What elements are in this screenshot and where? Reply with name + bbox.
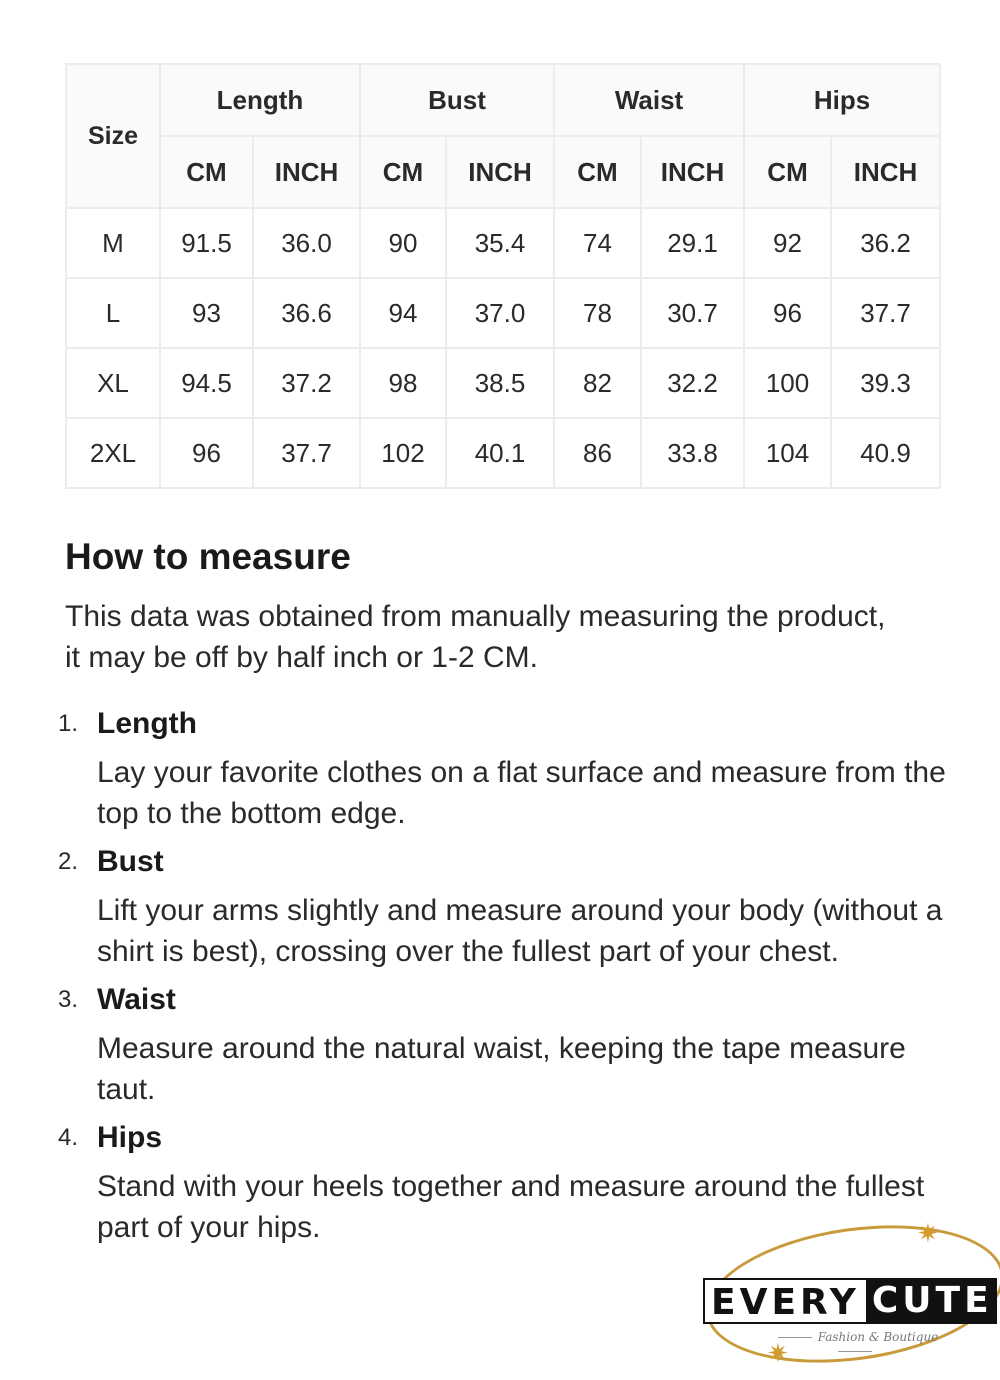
size-chart-table <box>65 63 941 489</box>
step-length <box>0 700 1000 834</box>
unit-header-cm: CM <box>160 136 253 208</box>
table-cell: 92 <box>744 208 831 278</box>
unit-header-cm: CM <box>744 136 831 208</box>
how-to-measure-heading: How to measure <box>65 536 351 577</box>
table-cell: 37.7 <box>253 418 360 488</box>
table-cell: 33.8 <box>641 418 744 488</box>
unit-header-cm: CM <box>554 136 641 208</box>
table-row <box>66 348 940 418</box>
table-cell: 29.1 <box>641 208 744 278</box>
table-cell: 36.2 <box>831 208 940 278</box>
table-cell: 102 <box>360 418 446 488</box>
size-cell: XL <box>66 348 160 418</box>
logo-word-cute: CUTE <box>868 1278 997 1324</box>
table-row <box>66 418 940 488</box>
size-cell: L <box>66 278 160 348</box>
unit-header-inch: INCH <box>253 136 360 208</box>
table-cell: 37.0 <box>446 278 554 348</box>
table-cell: 94 <box>360 278 446 348</box>
table-cell: 74 <box>554 208 641 278</box>
step-number: 1. <box>58 710 79 737</box>
table-cell: 35.4 <box>446 208 554 278</box>
step-title: Hips <box>97 1121 163 1154</box>
step-waist <box>0 976 1000 1110</box>
table-cell: 90 <box>360 208 446 278</box>
table-cell: 38.5 <box>446 348 554 418</box>
bust-group-header: Bust <box>360 64 554 136</box>
table-cell: 100 <box>744 348 831 418</box>
unit-header-cm: CM <box>360 136 446 208</box>
step-number: 3. <box>58 986 79 1013</box>
table-cell: 32.2 <box>641 348 744 418</box>
size-column-header: Size <box>66 64 160 208</box>
logo-tagline: Fashion & Boutique <box>755 1330 955 1358</box>
step-description: Lift your arms slightly and measure around your body (without a shirt is best), crossing over the fullest part of your chest. <box>97 894 943 968</box>
table-row <box>66 208 940 278</box>
table-cell: 30.7 <box>641 278 744 348</box>
table-cell: 96 <box>160 418 253 488</box>
sparkle-icon: ✷ <box>767 1338 789 1368</box>
table-cell: 37.2 <box>253 348 360 418</box>
table-cell: 91.5 <box>160 208 253 278</box>
step-description: Lay your favorite clothes on a flat surface and measure from the top to the bottom edge. <box>97 756 946 830</box>
length-group-header: Length <box>160 64 360 136</box>
table-row <box>66 278 940 348</box>
unit-header-inch: INCH <box>446 136 554 208</box>
intro-line-1: This data was obtained from manually measuring the product, <box>65 600 886 633</box>
step-number: 2. <box>58 848 79 875</box>
measure-steps-list <box>0 700 1000 1252</box>
waist-group-header: Waist <box>554 64 744 136</box>
step-number: 4. <box>58 1124 79 1151</box>
unit-header-inch: INCH <box>641 136 744 208</box>
intro-line-2: it may be off by half inch or 1-2 CM. <box>65 641 538 674</box>
brand-logo <box>695 1218 1000 1368</box>
hips-group-header: Hips <box>744 64 940 136</box>
table-cell: 104 <box>744 418 831 488</box>
measure-intro-text <box>65 596 965 678</box>
size-cell: M <box>66 208 160 278</box>
step-description: Stand with your heels together and measure around the fullest part of your hips. <box>97 1170 925 1244</box>
table-header-row-units <box>66 136 940 208</box>
logo-word-every: EVERY <box>703 1278 868 1324</box>
size-cell: 2XL <box>66 418 160 488</box>
unit-header-inch: INCH <box>831 136 940 208</box>
step-bust <box>0 838 1000 972</box>
step-title: Bust <box>97 845 164 878</box>
table-cell: 98 <box>360 348 446 418</box>
table-cell: 37.7 <box>831 278 940 348</box>
table-header-row-groups <box>66 64 940 136</box>
sparkle-icon: ✷ <box>917 1218 939 1248</box>
table-cell: 40.9 <box>831 418 940 488</box>
table-cell: 94.5 <box>160 348 253 418</box>
step-title: Waist <box>97 983 176 1016</box>
table-cell: 96 <box>744 278 831 348</box>
step-description: Measure around the natural waist, keeping the tape measure taut. <box>97 1032 906 1106</box>
table-cell: 78 <box>554 278 641 348</box>
table-cell: 93 <box>160 278 253 348</box>
table-cell: 86 <box>554 418 641 488</box>
table-cell: 39.3 <box>831 348 940 418</box>
table-cell: 40.1 <box>446 418 554 488</box>
table-cell: 36.6 <box>253 278 360 348</box>
table-cell: 36.0 <box>253 208 360 278</box>
logo-wordmark <box>703 1278 997 1324</box>
step-title: Length <box>97 707 197 740</box>
table-cell: 82 <box>554 348 641 418</box>
